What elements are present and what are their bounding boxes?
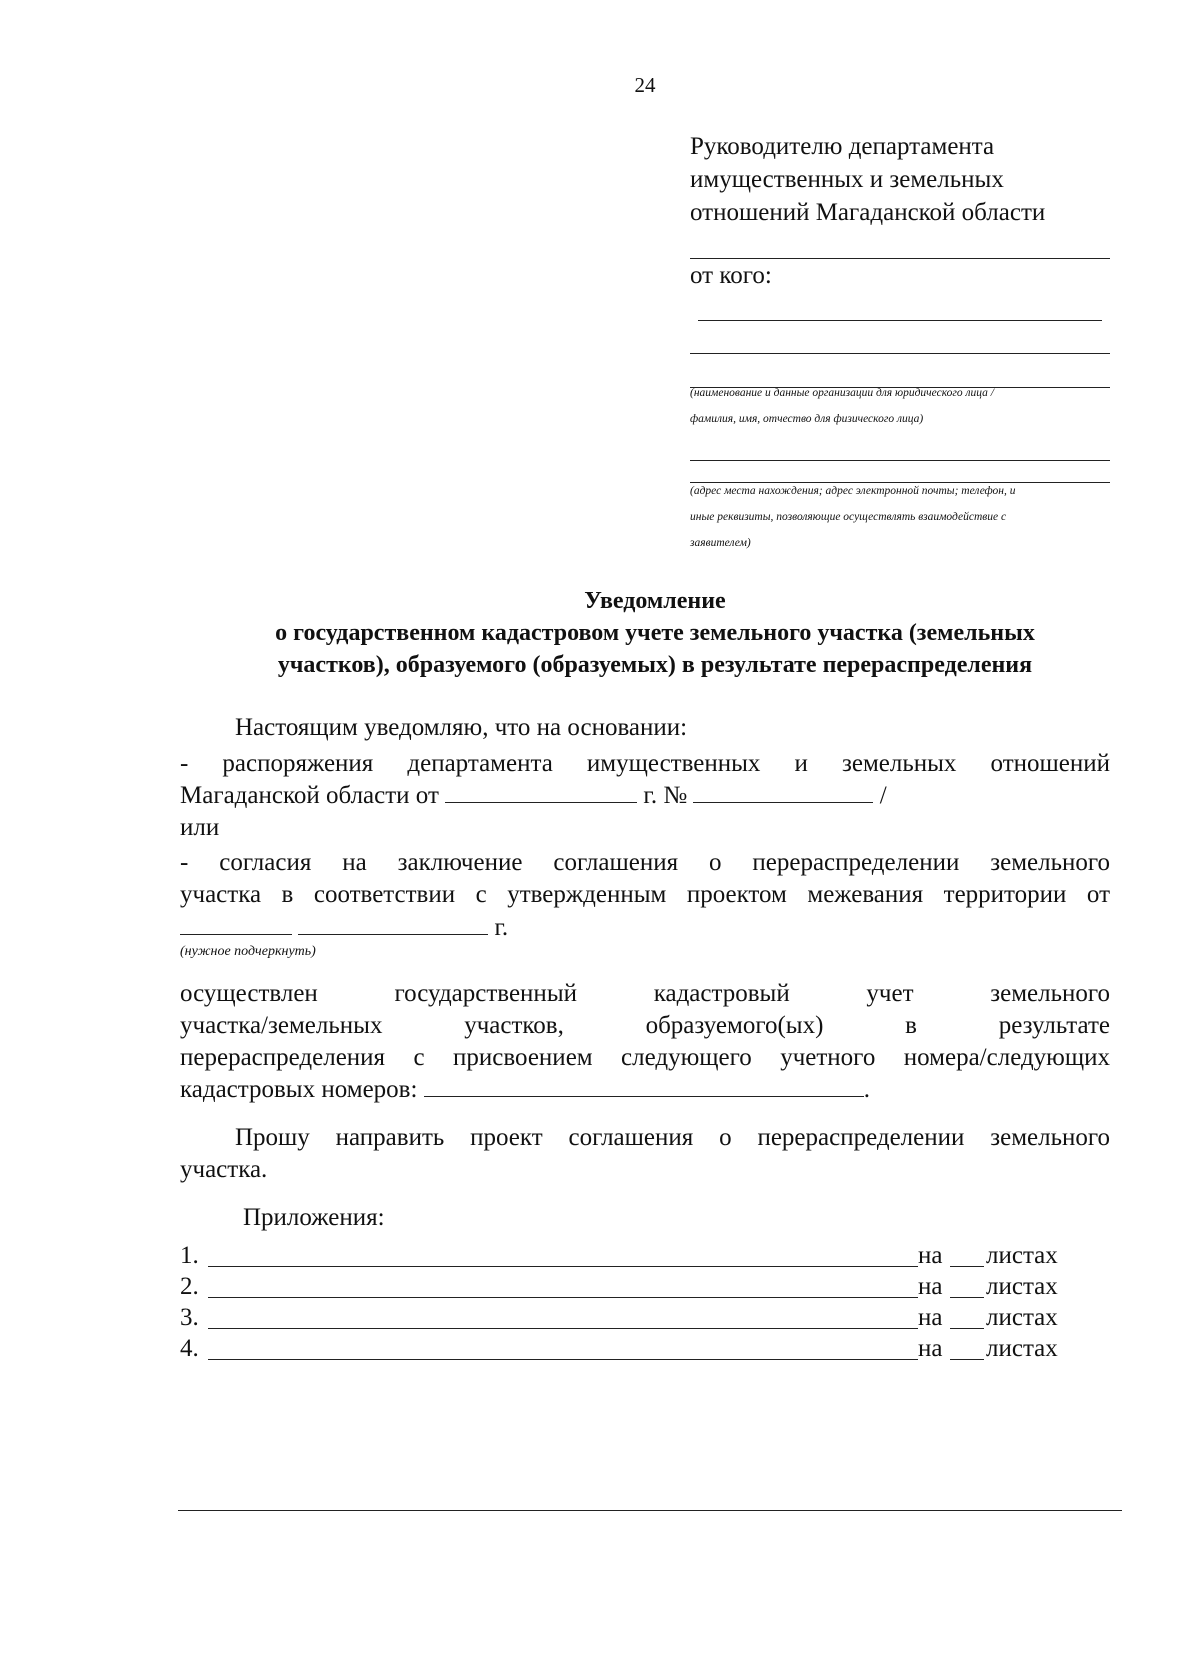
appendix-sheet-count-field[interactable] (950, 1328, 984, 1329)
slash-separator: / (879, 782, 887, 809)
appendix-row (180, 1273, 1070, 1303)
page-number: 24 (634, 73, 656, 97)
hint-line: (наименование и данные организации для юридического лица / (690, 387, 995, 399)
intro-paragraph: Настоящим уведомляю, что на основании: (235, 714, 688, 741)
hint-line: (адрес места нахождения; адрес электронной почты; телефон, и (690, 485, 1016, 497)
footer-divider (178, 1510, 1122, 1511)
consent-date-field[interactable] (298, 912, 488, 935)
appendix-on-label: на (918, 1242, 943, 1269)
hint-line: иные реквизиты, позволяющие осуществлять взаимодействие с (690, 511, 1007, 523)
order-number-label: г. № (643, 782, 688, 809)
request-line: участка. (180, 1156, 268, 1183)
cadastre-line: участка/земельных участков, образуемого(ых) в результате (180, 1012, 1110, 1039)
or-text: или (180, 814, 220, 841)
appendix-name-field[interactable] (208, 1266, 918, 1267)
order-from-label: Магаданской области от (180, 782, 439, 809)
from-label: от кого: (690, 262, 772, 289)
request-line: Прошу направить проект соглашения о перераспределении земельного (235, 1124, 1110, 1151)
appendix-sheets-label: листах (986, 1273, 1058, 1300)
addressee-line: Руководителю департамента (690, 133, 995, 160)
cadastre-numbers-field[interactable] (424, 1074, 864, 1097)
order-number-field[interactable] (693, 780, 873, 803)
appendix-on-label: на (918, 1304, 943, 1331)
appendix-sheets-label: листах (986, 1242, 1058, 1269)
order-date-field[interactable] (445, 780, 637, 803)
cadastre-line: осуществлен государственный кадастровый учет земельного (180, 980, 1110, 1007)
appendix-sheet-count-field[interactable] (950, 1297, 984, 1298)
appendix-number: 3. (180, 1304, 199, 1331)
title-line: участков), образуемого (образуемых) в результате перераспределения (277, 652, 1033, 678)
appendix-row (180, 1335, 1070, 1365)
appendix-number: 2. (180, 1273, 199, 1300)
order-line: - распоряжения департамента имущественных и земельных отношений (180, 750, 1110, 777)
appendix-name-field[interactable] (208, 1359, 918, 1360)
consent-day-field[interactable] (180, 912, 292, 935)
appendix-name-field[interactable] (208, 1328, 918, 1329)
consent-line: участка в соответствии с утвержденным проектом межевания территории от (180, 881, 1110, 908)
title-line: о государственном кадастровом учете земельного участка (земельных (275, 620, 1035, 646)
cadastre-line: перераспределения с присвоением следующего учетного номера/следующих (180, 1044, 1110, 1071)
appendix-on-label: на (918, 1273, 943, 1300)
appendix-heading: Приложения: (243, 1204, 385, 1231)
cadastre-numbers-label: кадастровых номеров: (180, 1076, 418, 1103)
sender-field-line[interactable] (690, 353, 1110, 354)
addressee-block (690, 130, 1110, 229)
appendix-on-label: на (918, 1335, 943, 1362)
year-label: г. (494, 914, 509, 941)
consent-line: - согласия на заключение соглашения о перераспределении земельного (180, 849, 1110, 876)
addressee-underline (690, 258, 1110, 259)
appendix-number: 4. (180, 1335, 199, 1362)
hint-line: фамилия, имя, отчество для физического лица) (690, 413, 924, 425)
appendix-sheets-label: листах (986, 1335, 1058, 1362)
addressee-line: отношений Магаданской области (690, 199, 1046, 226)
cadastre-numbers-line (180, 1074, 870, 1105)
address-field-line[interactable] (690, 460, 1110, 461)
consent-date-line (180, 912, 508, 943)
appendix-row (180, 1304, 1070, 1334)
appendix-sheets-label: листах (986, 1304, 1058, 1331)
addressee-line: имущественных и земельных (690, 166, 1004, 193)
sender-field-line[interactable] (698, 320, 1102, 321)
address-hint (690, 478, 1110, 556)
title-line: Уведомление (584, 588, 726, 614)
period: . (863, 1076, 870, 1103)
hint-line: заявителем) (690, 537, 751, 549)
appendix-row (180, 1242, 1070, 1272)
sender-name-hint (690, 380, 1110, 432)
document-title (180, 585, 1130, 681)
appendix-number: 1. (180, 1242, 199, 1269)
appendix-sheet-count-field[interactable] (950, 1359, 984, 1360)
underline-hint: (нужное подчеркнуть) (180, 944, 316, 959)
order-line (180, 780, 887, 811)
appendix-sheet-count-field[interactable] (950, 1266, 984, 1267)
appendix-name-field[interactable] (208, 1297, 918, 1298)
